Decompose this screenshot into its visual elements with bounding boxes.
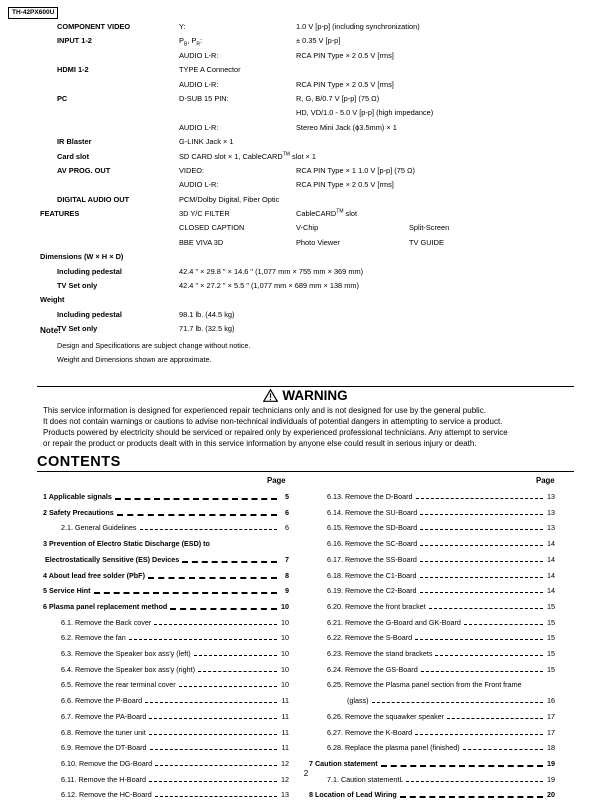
toc-leader	[421, 671, 543, 672]
warning-title	[37, 388, 574, 403]
toc-leader	[420, 529, 543, 530]
spec-row	[0, 49, 612, 63]
spec-label: PC	[57, 93, 68, 103]
toc-entry-title: 6.16. Remove the SC-Board	[327, 536, 419, 551]
toc-entry-page: 20	[546, 787, 555, 802]
toc-entry-title: 7 Caution statement	[309, 756, 380, 771]
toc-entry[interactable]	[327, 599, 555, 614]
toc-entry-page: 10	[280, 615, 289, 630]
toc-entry[interactable]	[327, 615, 555, 630]
spec-label: AV PROG. OUT	[57, 165, 111, 175]
toc-leader	[420, 592, 544, 593]
spec-value: TYPE A Connector	[179, 65, 241, 75]
toc-entry-title: 6.28. Replace the plasma panel (finished)	[327, 740, 462, 755]
toc-entry[interactable]	[327, 489, 555, 504]
toc-entry-title: 6.19. Remove the C2-Board	[327, 583, 419, 598]
spec-value: PCM/Dolby Digital, Fiber Optic	[179, 194, 280, 204]
toc-entry[interactable]	[43, 489, 289, 504]
spec-row	[0, 293, 612, 307]
feature-item: Split-Screen	[409, 223, 450, 233]
toc-entry-title: 6.22. Remove the S-Board	[327, 630, 414, 645]
spec-row	[0, 92, 612, 106]
toc-entry-page: 13	[546, 505, 555, 520]
spec-row	[0, 279, 612, 293]
spec-detail: RCA PIN Type × 2 0.5 V [rms]	[296, 50, 394, 60]
toc-leader	[155, 765, 277, 766]
warning-line: It does not contain warnings or cautions to advise non-technical individuals of potential dangers in attempting to service a product.	[43, 417, 503, 426]
toc-entry-page: 6	[284, 505, 289, 520]
toc-entry-title: 6.1. Remove the Back cover	[61, 615, 153, 630]
toc-entry-title: 8 Location of Lead Wiring	[309, 787, 399, 802]
toc-leader	[400, 796, 543, 798]
toc-entry-page: 5	[284, 489, 289, 504]
toc-entry-page: 15	[546, 599, 555, 614]
toc-entry-page: 7	[284, 552, 289, 567]
spec-value: D-SUB 15 PIN:	[179, 93, 229, 103]
spec-row	[0, 308, 612, 322]
toc-entry-page: 13	[546, 489, 555, 504]
toc-entry-title: 6.7. Remove the PA-Board	[61, 709, 148, 724]
weight-value: 98.1 lb. (44.5 kg)	[179, 309, 235, 319]
toc-leader	[150, 749, 278, 750]
toc-entry-title: 5 Service Hint	[43, 583, 93, 598]
toc-leader	[420, 514, 543, 515]
toc-entry[interactable]	[327, 646, 555, 661]
toc-entry-title: 7.1. Caution statementL	[327, 772, 405, 787]
toc-entry[interactable]	[61, 740, 289, 755]
toc-leader	[129, 639, 277, 640]
feature-item: CableCARD™ slot	[296, 208, 358, 219]
spec-detail: R, G, B/0.7 V [p-p] (75 Ω)	[296, 93, 380, 103]
toc-leader	[420, 561, 543, 562]
spec-value: VIDEO:	[179, 165, 205, 175]
spec-row	[0, 135, 612, 149]
toc-leader	[420, 577, 544, 578]
warning-icon	[263, 389, 278, 402]
specifications-table	[0, 20, 612, 337]
toc-entry[interactable]	[61, 630, 289, 645]
spec-row	[0, 150, 612, 164]
toc-entry-page: 17	[546, 725, 555, 740]
feature-item: V-Chip	[296, 223, 319, 233]
toc-entry[interactable]	[61, 787, 289, 802]
toc-leader	[149, 734, 277, 735]
feature-item: BBE VIVA 3D	[179, 237, 224, 247]
toc-entry-page: 13	[546, 520, 555, 535]
spec-row	[0, 164, 612, 178]
note-line: Design and Specifications are subject change without notice.	[57, 341, 251, 350]
toc-entry-title: 6.4. Remove the Speaker box ass'y (right)	[61, 662, 197, 677]
toc-entry[interactable]	[327, 536, 555, 551]
toc-entry[interactable]	[61, 677, 289, 692]
toc-entry-page: 15	[546, 615, 555, 630]
toc-entry-title: 6.2. Remove the fan	[61, 630, 128, 645]
dimensions-label: Dimensions (W × H × D)	[40, 252, 124, 262]
toc-leader	[447, 718, 543, 719]
toc-entry-title: 4 About lead free solder (PbF)	[43, 568, 147, 583]
dimension-value: 42.4 " × 29.8 " × 14.6 " (1,077 mm × 755 mm × 369 mm)	[179, 266, 364, 276]
toc-entry-title: 6.17. Remove the SS-Board	[327, 552, 419, 567]
page-number: 2	[303, 769, 309, 778]
toc-entry[interactable]	[327, 740, 555, 755]
toc-leader	[140, 529, 277, 530]
toc-entry[interactable]	[327, 677, 555, 692]
feature-item: 3D Y/C FILTER	[179, 209, 230, 219]
toc-leader	[198, 671, 277, 672]
toc-entry-title: 6.20. Remove the front bracket	[327, 599, 428, 614]
toc-entry-page: 17	[546, 709, 555, 724]
spec-value: AUDIO L-R:	[179, 180, 219, 190]
toc-entry-title: 2.1. General Guidelines	[61, 520, 139, 535]
toc-leader	[145, 702, 277, 703]
toc-entry-title: 6.3. Remove the Speaker box ass'y (left)	[61, 646, 193, 661]
note-line: Weight and Dimensions shown are approximate.	[57, 355, 212, 364]
contents-title: CONTENTS	[37, 454, 121, 470]
spec-value: G-LINK Jack × 1	[179, 137, 234, 147]
toc-entry[interactable]	[327, 520, 555, 535]
spec-detail: 1.0 V [p-p] (including synchronization)	[296, 22, 420, 31]
weight-row-label: Including pedestal	[57, 309, 122, 319]
toc-entry-page: 14	[546, 568, 555, 583]
toc-entry-page: 11	[281, 709, 289, 724]
weight-label: Weight	[40, 295, 65, 305]
spec-row	[0, 322, 612, 336]
toc-entry-page: 10	[280, 599, 289, 614]
toc-entry[interactable]	[327, 725, 555, 740]
toc-entry-page: 14	[546, 552, 555, 567]
toc-entry-title: 3 Prevention of Electro Static Discharge (ESD) to	[43, 536, 212, 551]
toc-entry-title: 6.5. Remove the rear terminal cover	[61, 677, 178, 692]
toc-leader	[429, 608, 543, 609]
spec-detail: RCA PIN Type × 1 1.0 V [p-p] (75 Ω)	[296, 165, 415, 175]
toc-leader	[149, 718, 277, 719]
warning-line: or repair the product or products dealt with in this service information by anyone else could result in serious injury or death.	[43, 439, 477, 448]
toc-leader	[94, 592, 277, 594]
toc-leader	[372, 702, 543, 703]
toc-entry-title: 6.27. Remove the K-Board	[327, 725, 414, 740]
spec-value: SD CARD slot × 1, CableCARD™ slot × 1	[179, 151, 317, 161]
toc-entry[interactable]	[327, 709, 555, 724]
toc-entry-title: 6.23. Remove the stand brackets	[327, 646, 434, 661]
toc-entry-title: Electrostatically Sensitive (ES) Devices	[45, 552, 181, 567]
toc-entry[interactable]	[327, 662, 555, 677]
toc-entry-page: 11	[281, 725, 289, 740]
dimension-value: 42.4 " × 27.2 " × 5.5 " (1,077 mm × 689 mm × 138 mm)	[179, 281, 359, 291]
spec-row	[0, 178, 612, 192]
toc-entry-page: 15	[546, 646, 555, 661]
spec-label: INPUT 1-2	[57, 36, 92, 46]
toc-entry[interactable]	[61, 646, 289, 661]
toc-leader	[416, 498, 544, 499]
toc-entry-title: (glass)	[347, 693, 371, 708]
toc-leader	[179, 686, 277, 687]
toc-entry-title: 6.25. Remove the Plasma panel section from the Front frame	[327, 677, 524, 692]
spec-value: $P_B$, $P_R$:	[179, 36, 203, 48]
toc-entry[interactable]	[61, 520, 289, 535]
spec-row	[0, 63, 612, 77]
toc-entry[interactable]	[61, 725, 289, 740]
toc-entry-page: 10	[280, 662, 289, 677]
spec-value: AUDIO L-R:	[179, 50, 219, 60]
toc-leader	[415, 734, 543, 735]
toc-entry[interactable]	[347, 693, 555, 708]
toc-entry-page: 19	[546, 772, 555, 787]
toc-entry[interactable]	[309, 787, 555, 802]
toc-entry-title: 6 Plasma panel replacement method	[43, 599, 169, 614]
toc-entry-title: 6.10. Remove the DG-Board	[61, 756, 154, 771]
spec-row	[0, 78, 612, 92]
page-column-header: Page	[267, 476, 286, 485]
toc-leader	[155, 796, 277, 797]
toc-entry-page: 11	[281, 740, 289, 755]
spec-label: IR Blaster	[57, 137, 92, 147]
toc-entry[interactable]	[61, 693, 289, 708]
spec-row	[0, 207, 612, 221]
spec-row	[0, 193, 612, 207]
toc-entry-page: 11	[281, 693, 289, 708]
spec-row	[0, 265, 612, 279]
toc-entry-title: 6.13. Remove the D-Board	[327, 489, 415, 504]
dimension-label: Including pedestal	[57, 266, 122, 276]
spec-label: Card slot	[57, 151, 90, 161]
toc-leader	[148, 577, 277, 579]
spec-detail: RCA PIN Type × 2 0.5 V [rms]	[296, 79, 394, 89]
spec-row	[0, 121, 612, 135]
toc-entry-page: 10	[280, 630, 289, 645]
warning-title-text: WARNING	[282, 388, 348, 403]
toc-entry[interactable]	[45, 552, 289, 567]
toc-entry-title: 1 Applicable signals	[43, 489, 114, 504]
spec-value: Y:	[179, 22, 186, 31]
toc-entry-page: 14	[546, 583, 555, 598]
toc-entry-title: 6.8. Remove the tuner unit	[61, 725, 148, 740]
toc-entry-page: 16	[546, 693, 555, 708]
spec-value: AUDIO L-R:	[179, 79, 219, 89]
toc-entry-page: 6	[284, 520, 289, 535]
feature-item: CLOSED CAPTION	[179, 223, 245, 233]
dimension-label: TV Set only	[57, 281, 98, 291]
toc-entry-page: 10	[280, 646, 289, 661]
toc-entry[interactable]	[43, 536, 289, 551]
feature-item: Photo Viewer	[296, 237, 340, 247]
toc-leader	[420, 545, 543, 546]
toc-entry[interactable]	[327, 552, 555, 567]
toc-leader	[149, 781, 277, 782]
toc-leader	[415, 639, 543, 640]
toc-entry[interactable]	[43, 599, 289, 614]
spec-row	[0, 236, 612, 250]
spec-row	[0, 221, 612, 235]
toc-entry-title: 6.21. Remove the G-Board and GK-Board	[327, 615, 463, 630]
toc-entry-title: 6.26. Remove the squawker speaker	[327, 709, 446, 724]
toc-entry-page: 14	[546, 536, 555, 551]
toc-entry-title: 6.6. Remove the P-Board	[61, 693, 144, 708]
spec-row	[0, 106, 612, 120]
spec-label: HDMI 1-2	[57, 65, 89, 75]
spec-value: AUDIO L-R:	[179, 122, 219, 132]
toc-entry-page: 13	[280, 787, 289, 802]
spec-row	[0, 20, 612, 34]
toc-entry-title: 6.18. Remove the C1-Board	[327, 568, 419, 583]
toc-leader	[406, 781, 543, 782]
toc-entry-title: 6.11. Remove the H-Board	[61, 772, 148, 787]
toc-entry-page: 10	[280, 677, 289, 692]
feature-item: TV GUIDE	[409, 237, 444, 247]
toc-entry-page: 19	[546, 756, 555, 771]
toc-entry-title: 6.24. Remove the GS-Board	[327, 662, 420, 677]
toc-leader	[170, 608, 277, 610]
toc-entry[interactable]	[327, 568, 555, 583]
toc-entry[interactable]	[43, 583, 289, 598]
page-column-header: Page	[536, 476, 555, 485]
toc-leader	[435, 655, 543, 656]
weight-value: 71.7 lb. (32.5 kg)	[179, 324, 235, 334]
spec-label: COMPONENT VIDEO	[57, 22, 131, 31]
toc-entry[interactable]	[61, 615, 289, 630]
toc-entry-page: 15	[546, 630, 555, 645]
toc-leader	[154, 624, 277, 625]
model-number: TH-42PX600U	[8, 7, 58, 19]
toc-leader	[381, 765, 543, 767]
toc-entry-page: 12	[280, 756, 289, 771]
spec-detail: ± 0.35 V [p-p]	[296, 36, 341, 46]
toc-entry[interactable]	[61, 709, 289, 724]
toc-entry-title: 6.15. Remove the SD-Board	[327, 520, 419, 535]
toc-leader	[182, 561, 277, 563]
toc-entry-page: 15	[546, 662, 555, 677]
warning-line: Products powered by electricity should be serviced or repaired only by experienced professional technicians. Any attempt to service	[43, 428, 508, 437]
toc-entry[interactable]	[61, 662, 289, 677]
toc-entry[interactable]	[43, 505, 289, 520]
warning-line: This service information is designed for experienced repair technicians only and is not designed for use by the general public.	[43, 406, 486, 415]
toc-entry-page: 8	[284, 568, 289, 583]
weight-row-label: TV Set only	[57, 324, 98, 334]
features-label: FEATURES	[40, 209, 80, 219]
toc-leader	[115, 498, 277, 500]
toc-entry-title: 2 Safety Precautions	[43, 505, 116, 520]
toc-entry-title: 6.12. Remove the HC-Board	[61, 787, 154, 802]
toc-entry-title: 6.14. Remove the SU-Board	[327, 505, 419, 520]
spec-label: DIGITAL AUDIO OUT	[57, 194, 130, 204]
toc-entry[interactable]	[327, 583, 555, 598]
spec-detail: RCA PIN Type × 2 0.5 V [rms]	[296, 180, 394, 190]
toc-leader	[194, 655, 277, 656]
toc-entry[interactable]	[327, 505, 555, 520]
spec-detail: Stereo Mini Jack (ϕ3.5mm) × 1	[296, 122, 397, 132]
spec-detail: HD, VD/1.0 - 5.0 V [p-p] (high impedance)	[296, 108, 434, 118]
toc-entry-page: 12	[280, 772, 289, 787]
toc-entry[interactable]	[327, 630, 555, 645]
toc-leader	[117, 514, 277, 516]
spec-row	[0, 250, 612, 264]
note-title: Note:	[40, 326, 61, 335]
toc-entry-title: 6.9. Remove the DT-Board	[61, 740, 149, 755]
toc-entry-page: 9	[284, 583, 289, 598]
toc-entry-page: 18	[546, 740, 555, 755]
spec-row	[0, 34, 612, 48]
toc-leader	[463, 749, 543, 750]
toc-leader	[464, 624, 543, 625]
toc-entry[interactable]	[43, 568, 289, 583]
